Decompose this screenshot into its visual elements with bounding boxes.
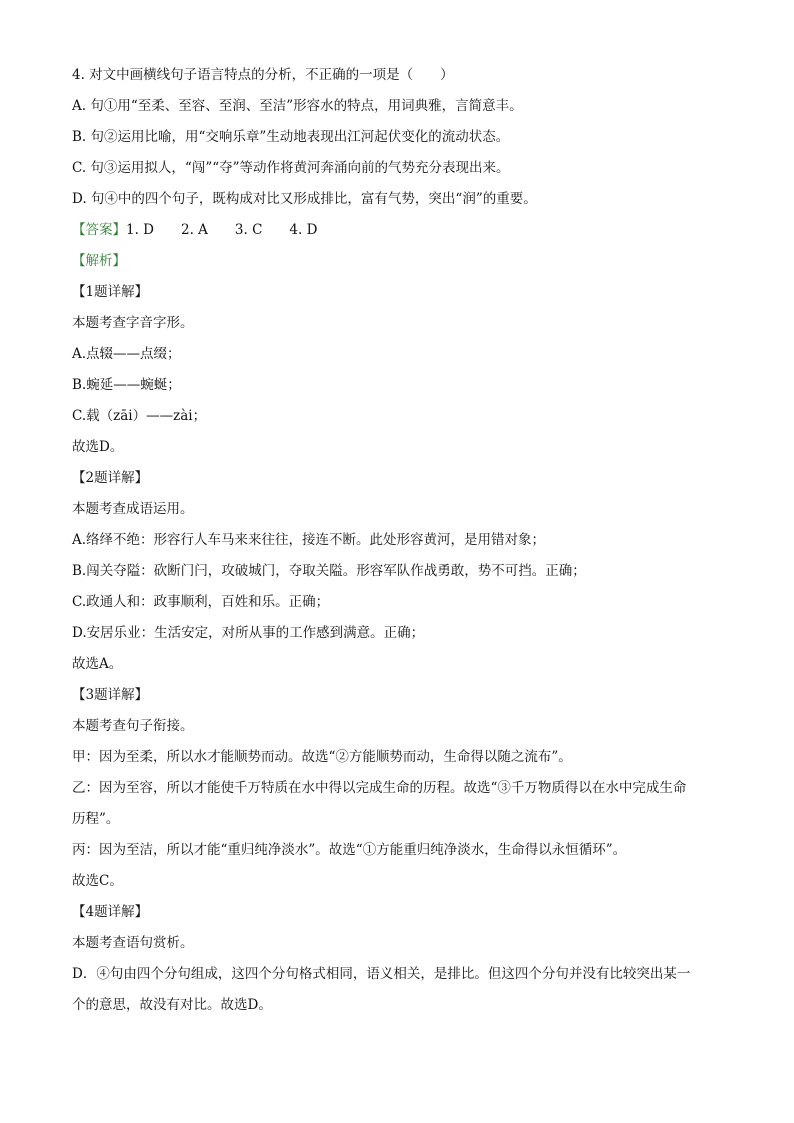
question-4-stem: 4. 对文中画横线句子语言特点的分析，不正确的一项是（ ） bbox=[72, 67, 454, 83]
option-c: C. 句③运用拟人，“闯”“夺”等动作将黄河奔涌向前的气势充分表现出来。 bbox=[72, 160, 510, 176]
analysis-label: 【解析】 bbox=[72, 253, 126, 269]
option-b: B. 句②运用比喻，用“交响乐章”生动地表现出江河起伏变化的流动状态。 bbox=[72, 129, 510, 145]
q2-intro: 本题考查成语运用。 bbox=[72, 501, 194, 517]
q2-conclusion: 故选A。 bbox=[72, 656, 123, 672]
q1-line-a: A.点辍——点缀； bbox=[72, 346, 181, 362]
q2-heading: 【2题详解】 bbox=[72, 470, 149, 486]
answer-label: 【答案】 bbox=[72, 222, 126, 238]
q4-line-1: D．④句由四个分句组成，这四个分句格式相同，语义相关，是排比。但这四个分句并没有比较突出某一 bbox=[72, 966, 691, 982]
q2-line-c: C.政通人和：政事顺利，百姓和乐。正确； bbox=[72, 594, 330, 610]
q1-intro: 本题考查字音字形。 bbox=[72, 315, 194, 331]
q4-intro: 本题考查语句赏析。 bbox=[72, 935, 194, 951]
q4-line-2: 个的意思，故没有对比。故选D。 bbox=[72, 997, 272, 1013]
q3-heading: 【3题详解】 bbox=[72, 687, 149, 703]
q3-intro: 本题考查句子衔接。 bbox=[72, 718, 194, 734]
q1-conclusion: 故选D。 bbox=[72, 439, 124, 455]
q1-heading: 【1题详解】 bbox=[72, 284, 149, 300]
q3-line-jia: 甲：因为至柔，所以水才能顺势而动。故选“②方能顺势而动，生命得以随之流布”。 bbox=[72, 749, 572, 765]
q3-line-yi: 乙：因为至容，所以才能使千万特质在水中得以完成生命的历程。故选“③千万物质得以在水中完成生命 bbox=[72, 780, 687, 796]
option-d: D. 句④中的四个句子，既构成对比又形成排比，富有气势，突出“润”的重要。 bbox=[72, 191, 537, 207]
q1-line-b: B.蜿延——蜿蜒； bbox=[72, 377, 181, 393]
answer-line bbox=[72, 221, 732, 239]
q3-line-bing: 丙：因为至洁，所以才能“重归纯净淡水”。故选“①方能重归纯净淡水，生命得以永恒循环”。 bbox=[72, 842, 627, 858]
answer-text: 1. D 2. A 3. C 4. D bbox=[126, 222, 318, 238]
q1-line-c: C.载（zāi）——zài； bbox=[72, 408, 207, 424]
q2-line-d: D.安居乐业：生活安定，对所从事的工作感到满意。正确； bbox=[72, 625, 425, 641]
q2-line-b: B.闯关夺隘：砍断门闩，攻破城门，夺取关隘。形容军队作战勇敢，势不可挡。正确； bbox=[72, 563, 586, 579]
q2-line-a: A.络绎不绝：形容行人车马来来往往，接连不断。此处形容黄河，是用错对象； bbox=[72, 532, 546, 548]
q4-heading: 【4题详解】 bbox=[72, 904, 149, 920]
option-a: A. 句①用“至柔、至容、至润、至洁”形容水的特点，用词典雅，言简意丰。 bbox=[72, 98, 523, 114]
q3-line-yi-cont: 历程”。 bbox=[72, 811, 120, 827]
q3-conclusion: 故选C。 bbox=[72, 873, 123, 889]
